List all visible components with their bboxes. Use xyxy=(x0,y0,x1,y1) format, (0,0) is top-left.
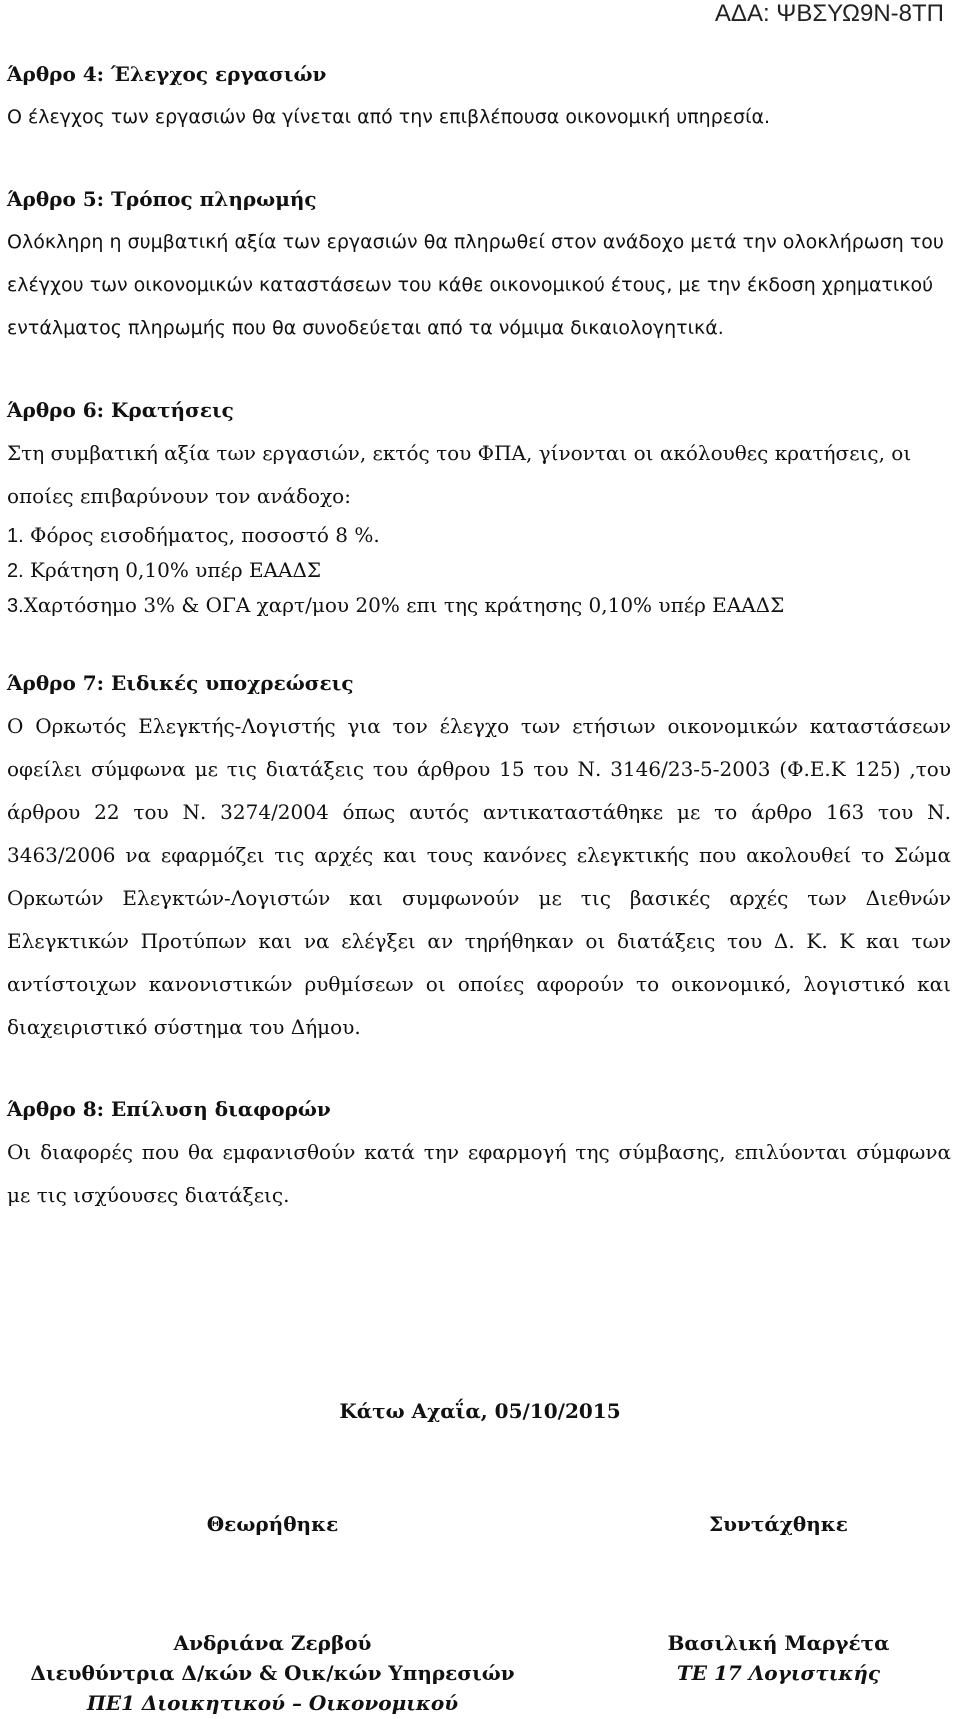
article-8-title: Άρθρο 8: Επίλυση διαφορών xyxy=(7,1097,331,1121)
article-5 xyxy=(7,178,951,350)
deduction-item-number: 3. xyxy=(7,595,24,617)
article-7-title: Άρθρο 7: Ειδικές υποχρεώσεις xyxy=(7,671,354,695)
article-6-title: Άρθρο 6: Κρατήσεις xyxy=(7,398,234,422)
article-6 xyxy=(7,389,951,623)
article-8-text: Οι διαφορές που θα εμφανισθούν κατά την εφαρμογή της σύμβασης, επιλύονται σύμφωνα με τις ισχύουσες διατάξεις. xyxy=(7,1140,951,1207)
signature-right-name: Βασιλική Μαργέτα xyxy=(667,1631,890,1655)
article-7-text: Ο Ορκωτός Ελεγκτής-Λογιστής για τον έλεγχο των ετήσιων οικονομικών καταστάσεων οφείλει σύμφωνα με τις διατάξεις του άρθρου 15 του Ν. 3146/23-5-2003 (Φ.Ε.Κ 125) ,του άρθρου 22 του Ν. 3274/2004 όπως αυτός αντικαταστάθηκε με το άρθρο 163 του Ν. 3463/2006 να εφαρμόζει τις αρχές και τους κανόνες ελεγκτικής που ακολουθεί το Σώμα Ορκωτών Ελεγκτών-Λογιστών και συμφωνούν με τις βασικές αρχές των Διεθνών Ελεγκτικών Προτύπων και να ελέγξει αν τηρήθηκαν οι διατάξεις του Δ. Κ. Κ και των αντίστοιχων κανονιστικών ρυθμίσεων οι οποίες αφορούν το οικονομικό, λογιστικό και διαχειριστικό σύστημα του Δήμου. xyxy=(7,714,951,1039)
place-date: Κάτω Αχαΐα, 05/10/2015 xyxy=(339,1399,621,1423)
deduction-item-2 xyxy=(7,553,951,588)
signature-left-subrole: ΠΕ1 Διοικητικού – Οικονομικού xyxy=(86,1691,459,1715)
deduction-item-text: Κράτηση 0,10% υπέρ ΕΑΑΔΣ xyxy=(23,558,322,582)
signature-right-role: ΤΕ 17 Λογιστικής xyxy=(676,1661,881,1685)
article-7 xyxy=(7,662,951,1049)
signature-right-heading-block xyxy=(600,1509,957,1539)
signature-left xyxy=(0,1628,545,1718)
ada-code: ΑΔΑ: ΨΒΣΥΩ9Ν-8ΤΠ xyxy=(714,0,944,27)
document-body xyxy=(7,53,951,1217)
article-4-title: Άρθρο 4: Έλεγχος εργασιών xyxy=(7,62,327,86)
article-6-text: Στη συμβατική αξία των εργασιών, εκτός του ΦΠΑ, γίνονται οι ακόλουθες κρατήσεις, οι οποίες επιβαρύνουν τον ανάδοχο: xyxy=(7,441,912,508)
deduction-item-3 xyxy=(7,588,951,623)
deduction-item-number: 1. xyxy=(7,525,24,547)
signature-left-heading-block xyxy=(0,1509,545,1539)
signature-left-role: Διευθύντρια Δ/κών & Οικ/κών Υπηρεσιών xyxy=(30,1661,515,1685)
article-5-title: Άρθρο 5: Τρόπος πληρωμής xyxy=(7,187,317,211)
deduction-item-text: Φόρος εισοδήματος, ποσοστό 8 %. xyxy=(23,523,380,547)
article-5-text: Ολόκληρη η συμβατική αξία των εργασιών θα πληρωθεί στον ανάδοχο μετά την ολοκλήρωση του ελέγχου των οικονομικών καταστάσεων του κάθε οικονομικού έτους, με την έκδοση χρηματικού εντάλματος πληρωμής που θα συνοδεύεται από τα νόμιμα δικαιολογητικά. xyxy=(7,231,944,339)
article-8 xyxy=(7,1088,951,1217)
signature-right-heading: Συντάχθηκε xyxy=(709,1512,848,1536)
article-4 xyxy=(7,53,951,139)
deduction-item-1 xyxy=(7,518,951,553)
deduction-item-number: 2. xyxy=(7,560,24,582)
signature-left-name: Ανδριάνα Ζερβού xyxy=(173,1631,372,1655)
deduction-item-text: Χαρτόσημο 3% & ΟΓΑ χαρτ/μου 20% επι της κράτησης 0,10% υπέρ ΕΑΑΔΣ xyxy=(23,593,785,617)
signature-right xyxy=(600,1628,957,1688)
signature-left-heading: Θεωρήθηκε xyxy=(206,1512,339,1536)
article-4-text: Ο έλεγχος των εργασιών θα γίνεται από την επιβλέπουσα οικονομική υπηρεσία. xyxy=(7,106,771,128)
